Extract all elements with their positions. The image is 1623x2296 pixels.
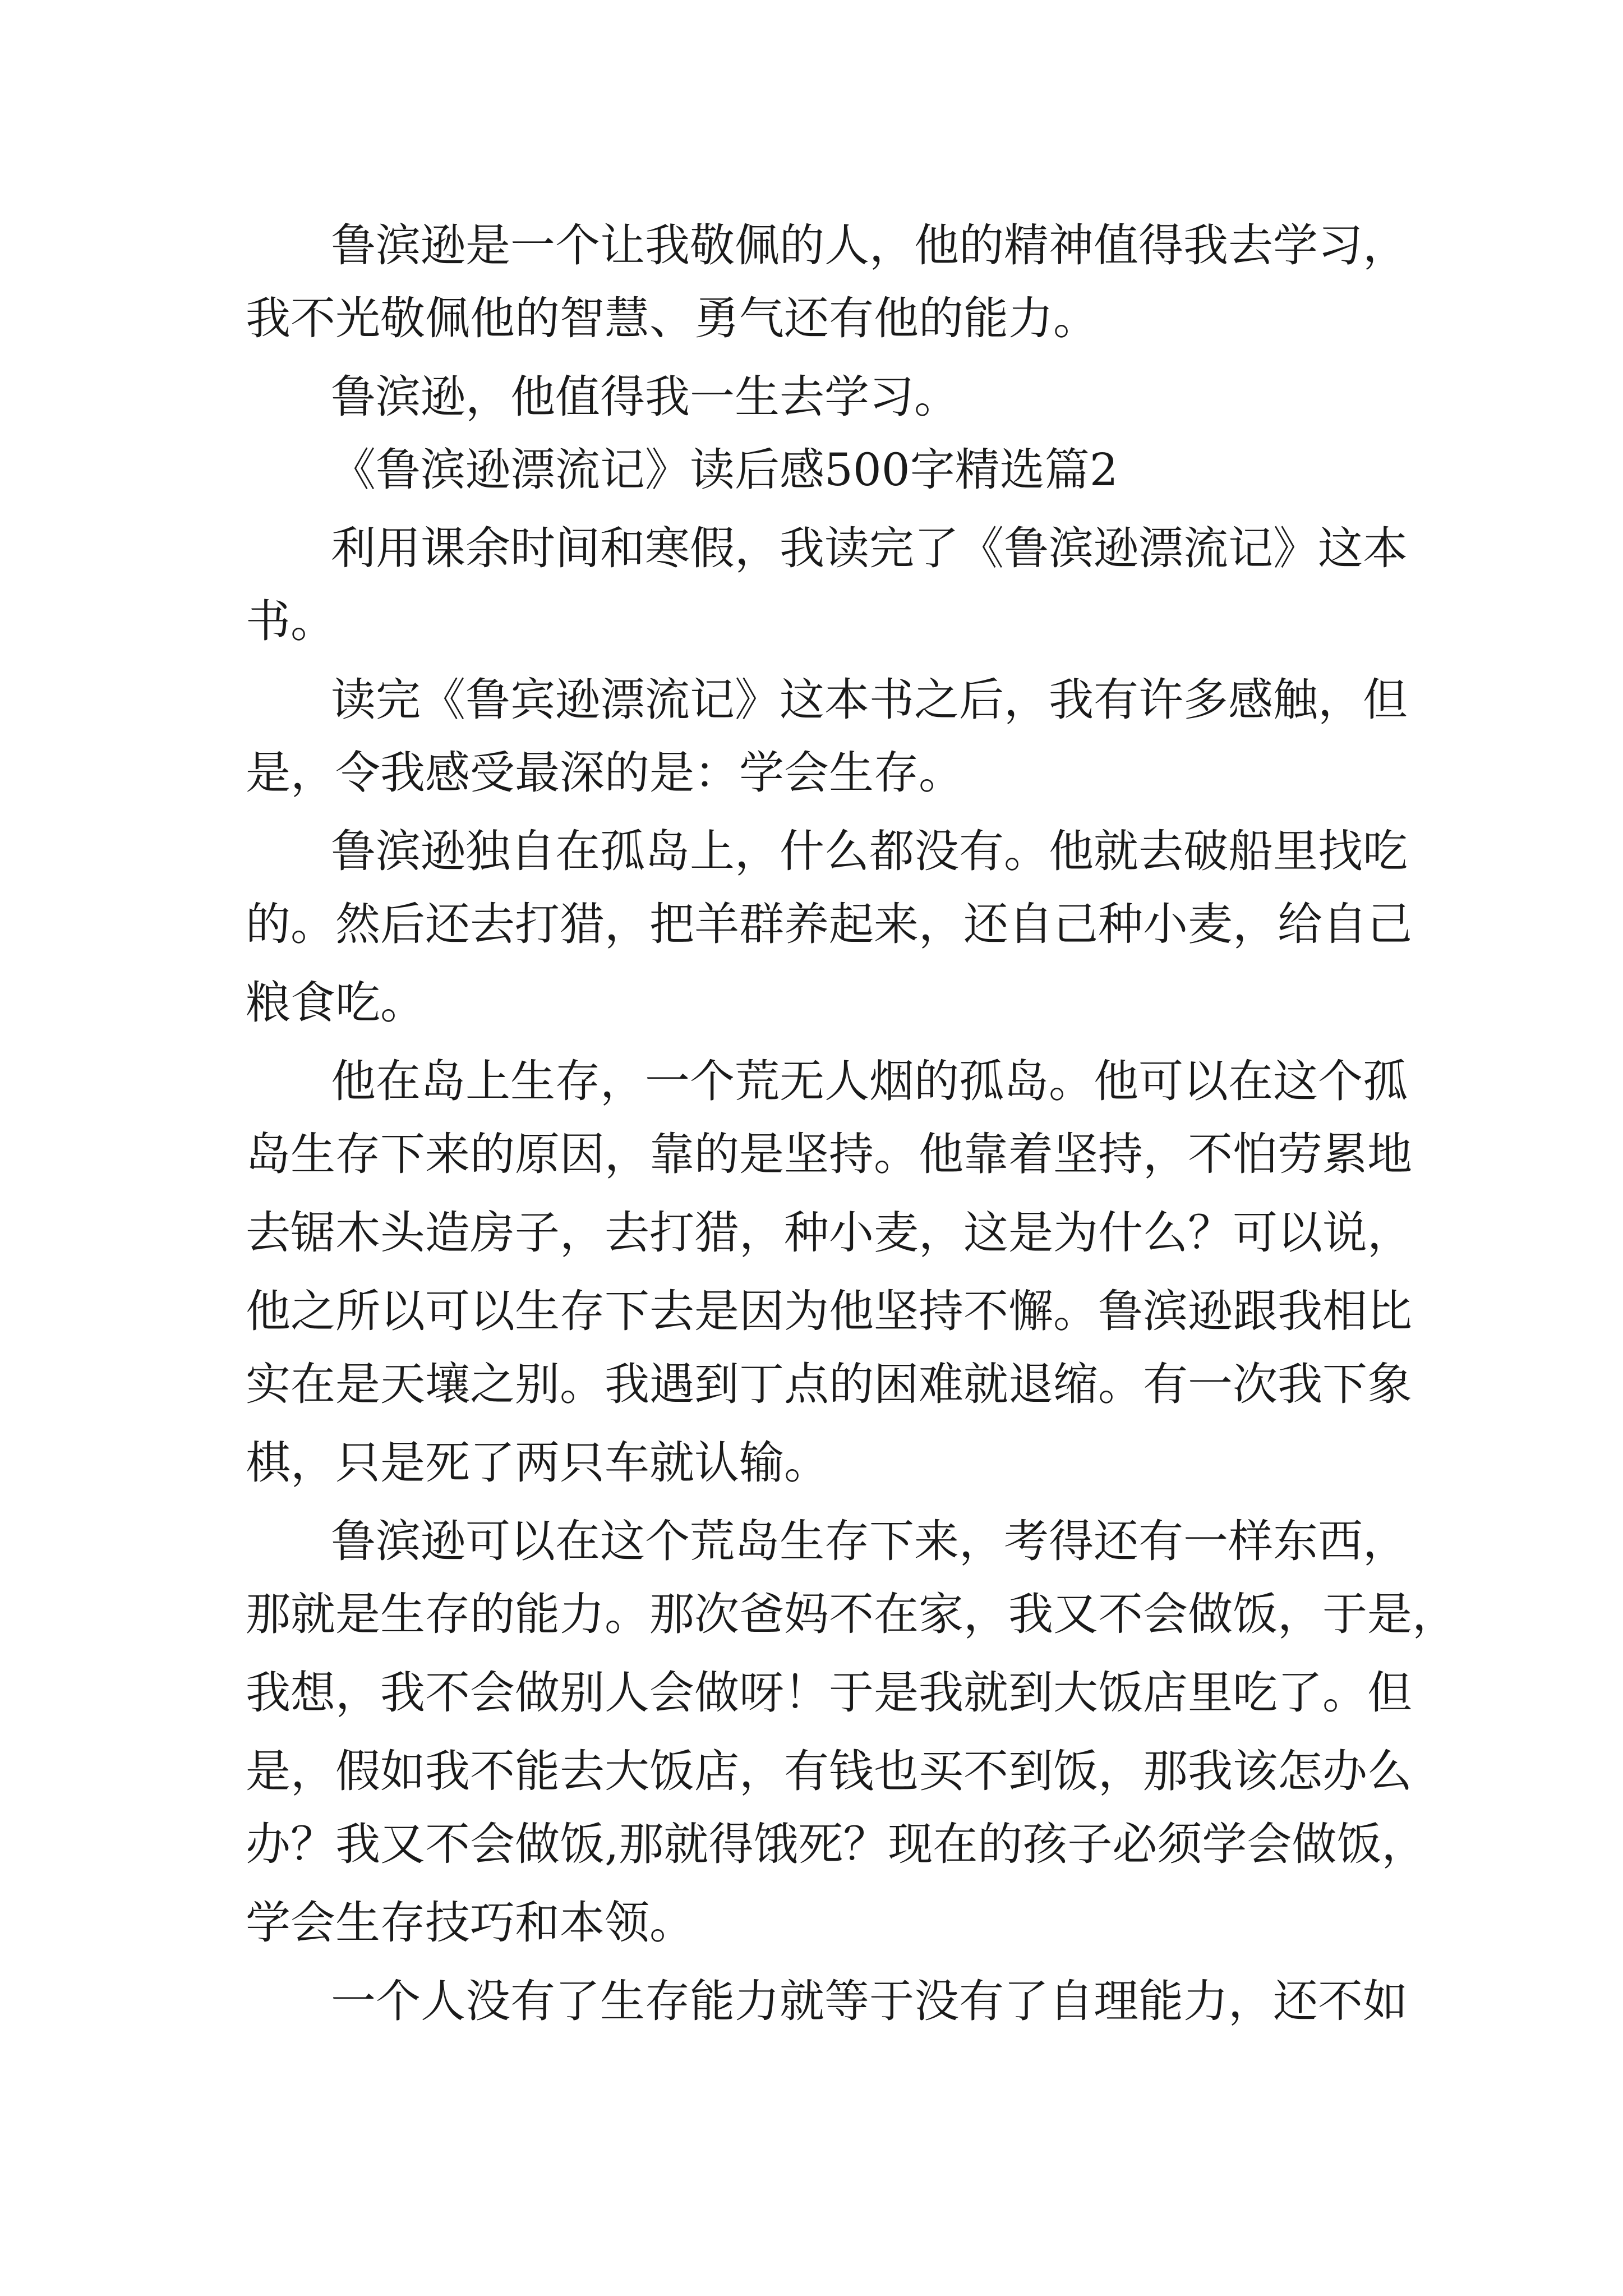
- paragraph-line: 的。然后还去打猎，把羊群养起来，还自己种小麦，给自己: [246, 898, 1412, 950]
- paragraph-line: 他之所以可以生存下去是因为他坚持不懈。鲁滨逊跟我相比: [246, 1285, 1412, 1337]
- paragraph-line: 那就是生存的能力。那次爸妈不在家，我又不会做饭，于是，: [246, 1588, 1457, 1640]
- paragraph-line: 一个人没有了生存能力就等于没有了自理能力，还不如: [331, 1975, 1408, 2027]
- paragraph-line: 我不光敬佩他的智慧、勇气还有他的能力。: [246, 292, 1098, 344]
- paragraph-line: 书。: [246, 595, 335, 647]
- paragraph-line: 是，令我感受最深的是：学会生存。: [246, 747, 963, 799]
- paragraph-line: 利用课余时间和寒假，我读完了《鲁滨逊漂流记》这本: [331, 522, 1408, 574]
- paragraph-line: 实在是天壤之别。我遇到丁点的困难就退缩。有一次我下象: [246, 1358, 1412, 1410]
- paragraph-line: 鲁滨逊独自在孤岛上，什么都没有。他就去破船里找吃: [331, 825, 1408, 877]
- paragraph-line: 粮食吃。: [246, 977, 425, 1029]
- paragraph-line: 鲁滨逊是一个让我敬佩的人，他的精神值得我去学习，: [331, 219, 1408, 272]
- paragraph-line: 是，假如我不能去大饭店，有钱也买不到饭，那我该怎办么: [246, 1745, 1412, 1797]
- paragraph-line: 鲁滨逊，他值得我一生去学习。: [331, 371, 959, 423]
- paragraph-line: 棋，只是死了两只车就认输。: [246, 1437, 829, 1489]
- paragraph-line: 我想，我不会做别人会做呀！于是我就到大饭店里吃了。但: [246, 1667, 1412, 1719]
- paragraph-line: 鲁滨逊可以在这个荒岛生存下来，考得还有一样东西，: [331, 1515, 1408, 1567]
- paragraph-line: 学会生存技巧和本领。: [246, 1897, 694, 1949]
- paragraph-line: 办？我又不会做饭,那就得饿死？现在的孩子必须学会做饭，: [246, 1818, 1427, 1870]
- paragraph-line: 读完《鲁宾逊漂流记》这本书之后，我有许多感触，但: [331, 674, 1408, 726]
- paragraph-line: 岛生存下来的原因，靠的是坚持。他靠着坚持，不怕劳累地: [246, 1128, 1412, 1180]
- paragraph-line: 他在岛上生存，一个荒无人烟的孤岛。他可以在这个孤: [331, 1055, 1408, 1107]
- paragraph-line: 去锯木头造房子，去打猎，种小麦，这是为什么？可以说，: [246, 1207, 1412, 1259]
- section-heading: 《鲁滨逊漂流记》读后感500字精选篇2: [331, 444, 1118, 496]
